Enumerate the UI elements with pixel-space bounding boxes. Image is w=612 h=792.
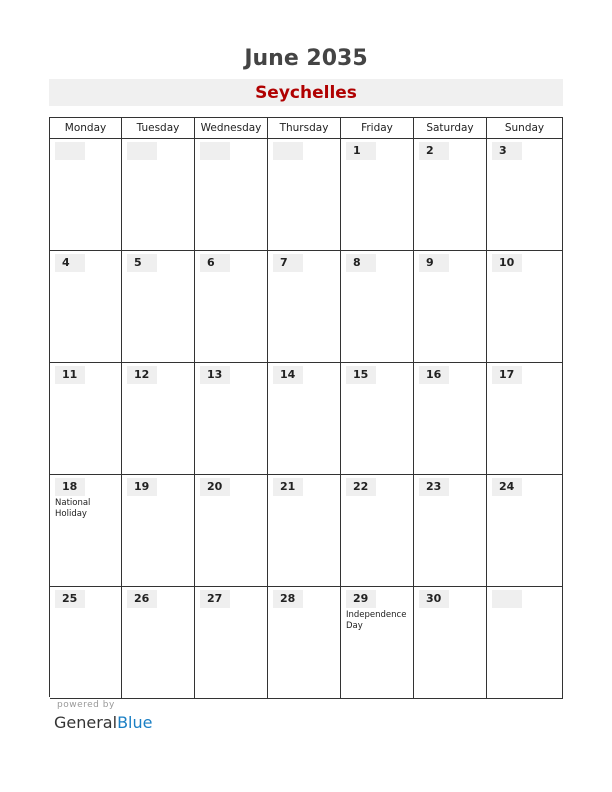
day-cell (195, 587, 268, 699)
day-cell (122, 139, 195, 251)
day-number: 2 (419, 142, 449, 160)
day-cell (341, 475, 414, 587)
day-number: 25 (55, 590, 85, 608)
holiday-label: Independence Day (346, 610, 407, 631)
powered-by-label: powered by (57, 700, 115, 710)
day-number: 6 (200, 254, 230, 272)
day-number: 9 (419, 254, 449, 272)
day-number: 21 (273, 478, 303, 496)
day-number: 18 (55, 478, 85, 496)
day-number: 5 (127, 254, 157, 272)
day-cell (268, 139, 341, 251)
day-number: 29 (346, 590, 376, 608)
day-number: 14 (273, 366, 303, 384)
day-number: 19 (127, 478, 157, 496)
day-number: 27 (200, 590, 230, 608)
calendar-title: June 2035 (244, 46, 368, 71)
day-cell (487, 251, 563, 363)
day-number: 24 (492, 478, 522, 496)
brand-general: General (54, 713, 118, 732)
day-number: 3 (492, 142, 522, 160)
day-number: 8 (346, 254, 376, 272)
day-number (127, 142, 157, 160)
day-number: 12 (127, 366, 157, 384)
day-cell (487, 475, 563, 587)
day-number: 13 (200, 366, 230, 384)
day-cell (195, 139, 268, 251)
day-cell (414, 363, 487, 475)
weekday-header-saturday: Saturday (414, 118, 487, 139)
day-cell (341, 251, 414, 363)
day-cell (341, 363, 414, 475)
day-number (492, 590, 522, 608)
day-cell (487, 363, 563, 475)
day-cell (122, 475, 195, 587)
day-cell (50, 251, 122, 363)
weekday-header-sunday: Sunday (487, 118, 563, 139)
day-number: 1 (346, 142, 376, 160)
day-number: 15 (346, 366, 376, 384)
day-cell (268, 251, 341, 363)
day-cell (50, 475, 122, 587)
country-name: Seychelles (255, 83, 357, 103)
day-cell (122, 251, 195, 363)
brand-blue: Blue (117, 713, 153, 732)
day-number: 7 (273, 254, 303, 272)
day-number: 17 (492, 366, 522, 384)
day-cell (195, 475, 268, 587)
day-number (200, 142, 230, 160)
weekday-header-monday: Monday (50, 118, 122, 139)
holiday-label: National Holiday (55, 498, 91, 519)
day-cell (414, 587, 487, 699)
day-cell (195, 251, 268, 363)
day-number: 10 (492, 254, 522, 272)
day-cell (195, 363, 268, 475)
day-cell (268, 587, 341, 699)
day-cell (341, 587, 414, 699)
day-cell (50, 363, 122, 475)
day-number: 30 (419, 590, 449, 608)
day-cell (487, 139, 563, 251)
day-cell (268, 363, 341, 475)
day-number: 20 (200, 478, 230, 496)
day-number (55, 142, 85, 160)
calendar-grid (49, 117, 563, 697)
day-cell (414, 139, 487, 251)
brand-logo[interactable] (54, 713, 152, 732)
day-cell (50, 139, 122, 251)
day-number: 4 (55, 254, 85, 272)
weekday-header-friday: Friday (341, 118, 414, 139)
day-cell (122, 363, 195, 475)
day-number: 23 (419, 478, 449, 496)
day-cell (341, 139, 414, 251)
day-number: 26 (127, 590, 157, 608)
weekday-header-tuesday: Tuesday (122, 118, 195, 139)
day-cell (268, 475, 341, 587)
day-number: 16 (419, 366, 449, 384)
day-cell (414, 251, 487, 363)
weekday-header-thursday: Thursday (268, 118, 341, 139)
day-number: 22 (346, 478, 376, 496)
day-cell (122, 587, 195, 699)
day-number (273, 142, 303, 160)
day-cell (414, 475, 487, 587)
day-number: 11 (55, 366, 85, 384)
day-number: 28 (273, 590, 303, 608)
day-cell (487, 587, 563, 699)
weekday-header-wednesday: Wednesday (195, 118, 268, 139)
day-cell (50, 587, 122, 699)
country-banner (49, 79, 563, 106)
